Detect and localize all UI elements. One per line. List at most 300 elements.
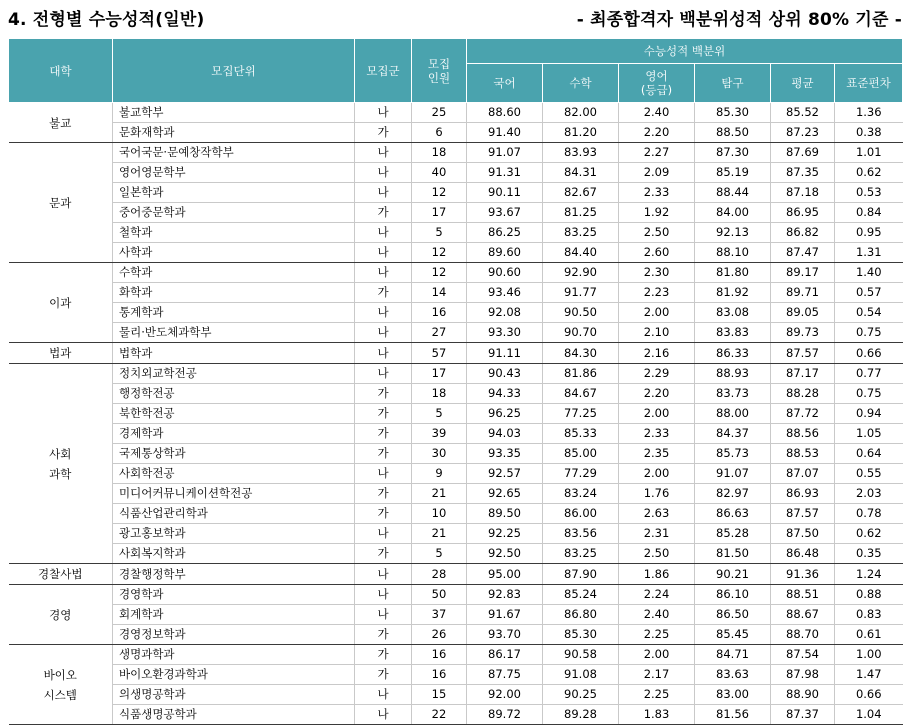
english-cell: 2.40 xyxy=(619,103,695,123)
univ-label: 문과 xyxy=(49,195,72,210)
table-row xyxy=(9,163,903,183)
table-row xyxy=(9,564,903,585)
inquiry-cell: 86.33 xyxy=(695,343,771,364)
korean-cell: 92.08 xyxy=(467,303,543,323)
math-cell: 87.90 xyxy=(543,564,619,585)
average-cell: 87.50 xyxy=(771,524,835,544)
group-cell: 나 xyxy=(355,243,412,263)
stddev-cell: 1.05 xyxy=(835,424,903,444)
english-cell: 2.09 xyxy=(619,163,695,183)
korean-cell: 89.72 xyxy=(467,705,543,725)
quota-cell: 5 xyxy=(412,404,467,424)
unit-cell: 바이오환경과학과 xyxy=(113,665,355,685)
english-cell: 2.25 xyxy=(619,625,695,645)
quota-cell: 25 xyxy=(412,103,467,123)
stddev-cell: 0.54 xyxy=(835,303,903,323)
math-cell: 85.00 xyxy=(543,444,619,464)
math-cell: 83.24 xyxy=(543,484,619,504)
univ-cell xyxy=(9,364,113,564)
inquiry-cell: 84.00 xyxy=(695,203,771,223)
stddev-cell: 1.01 xyxy=(835,143,903,163)
math-cell: 92.90 xyxy=(543,263,619,283)
group-cell: 나 xyxy=(355,464,412,484)
korean-cell: 92.50 xyxy=(467,544,543,564)
quota-cell: 14 xyxy=(412,283,467,303)
korean-cell: 92.83 xyxy=(467,585,543,605)
korean-cell: 93.30 xyxy=(467,323,543,343)
table-row xyxy=(9,183,903,203)
inquiry-cell: 88.10 xyxy=(695,243,771,263)
group-cell: 가 xyxy=(355,203,412,223)
quota-cell: 21 xyxy=(412,524,467,544)
average-cell: 87.23 xyxy=(771,123,835,143)
math-cell: 89.28 xyxy=(543,705,619,725)
quota-cell: 5 xyxy=(412,223,467,243)
inquiry-cell: 84.71 xyxy=(695,645,771,665)
unit-cell: 철학과 xyxy=(113,223,355,243)
inquiry-cell: 85.30 xyxy=(695,103,771,123)
table-row xyxy=(9,444,903,464)
table-body xyxy=(9,103,903,725)
stddev-cell: 1.00 xyxy=(835,645,903,665)
math-cell: 83.56 xyxy=(543,524,619,544)
unit-cell: 사회복지학과 xyxy=(113,544,355,564)
average-cell: 88.70 xyxy=(771,625,835,645)
univ-label: 법과 xyxy=(49,346,72,360)
math-cell: 91.77 xyxy=(543,283,619,303)
average-cell: 86.82 xyxy=(771,223,835,243)
english-cell: 1.76 xyxy=(619,484,695,504)
table-row xyxy=(9,404,903,424)
inquiry-cell: 83.73 xyxy=(695,384,771,404)
group-cell: 가 xyxy=(355,645,412,665)
average-cell: 87.69 xyxy=(771,143,835,163)
table-row xyxy=(9,323,903,343)
quota-cell: 39 xyxy=(412,424,467,444)
inquiry-cell: 85.19 xyxy=(695,163,771,183)
korean-cell: 91.31 xyxy=(467,163,543,183)
title-bar xyxy=(0,0,912,34)
group-cell: 가 xyxy=(355,404,412,424)
stddev-cell: 1.04 xyxy=(835,705,903,725)
unit-cell: 불교학부 xyxy=(113,103,355,123)
average-cell: 87.72 xyxy=(771,404,835,424)
stddev-cell: 0.55 xyxy=(835,464,903,484)
english-cell: 2.50 xyxy=(619,223,695,243)
math-cell: 86.00 xyxy=(543,504,619,524)
col-korean: 국어 xyxy=(467,64,543,103)
average-cell: 87.18 xyxy=(771,183,835,203)
col-average: 평균 xyxy=(771,64,835,103)
inquiry-cell: 81.56 xyxy=(695,705,771,725)
math-cell: 83.25 xyxy=(543,544,619,564)
univ-label: 과학 xyxy=(49,466,72,481)
unit-cell: 경제학과 xyxy=(113,424,355,444)
univ-label: 시스템 xyxy=(43,687,77,702)
quota-cell: 9 xyxy=(412,464,467,484)
table-row xyxy=(9,283,903,303)
english-cell: 2.63 xyxy=(619,504,695,524)
table-row xyxy=(9,705,903,725)
unit-cell: 경영학과 xyxy=(113,585,355,605)
stddev-cell: 0.57 xyxy=(835,283,903,303)
unit-cell: 생명과학과 xyxy=(113,645,355,665)
unit-cell: 북한학전공 xyxy=(113,404,355,424)
korean-cell: 94.33 xyxy=(467,384,543,404)
table-row xyxy=(9,625,903,645)
english-cell: 2.40 xyxy=(619,605,695,625)
inquiry-cell: 83.83 xyxy=(695,323,771,343)
unit-cell: 경찰행정학부 xyxy=(113,564,355,585)
univ-cell xyxy=(9,564,113,585)
table-header xyxy=(9,39,903,103)
inquiry-cell: 88.50 xyxy=(695,123,771,143)
table-row xyxy=(9,243,903,263)
math-cell: 86.80 xyxy=(543,605,619,625)
average-cell: 86.48 xyxy=(771,544,835,564)
table-row xyxy=(9,484,903,504)
english-cell: 2.24 xyxy=(619,585,695,605)
average-cell: 87.57 xyxy=(771,343,835,364)
korean-cell: 95.00 xyxy=(467,564,543,585)
stddev-cell: 0.77 xyxy=(835,364,903,384)
univ-label: 이과 xyxy=(49,295,72,310)
col-quota-line1: 모집 xyxy=(427,56,451,71)
korean-cell: 86.17 xyxy=(467,645,543,665)
average-cell: 87.57 xyxy=(771,504,835,524)
english-cell: 2.00 xyxy=(619,464,695,484)
quota-cell: 50 xyxy=(412,585,467,605)
average-cell: 88.67 xyxy=(771,605,835,625)
col-group: 모집군 xyxy=(355,39,412,103)
average-cell: 87.07 xyxy=(771,464,835,484)
group-cell: 나 xyxy=(355,223,412,243)
english-cell: 1.86 xyxy=(619,564,695,585)
table-row xyxy=(9,223,903,243)
stddev-cell: 0.38 xyxy=(835,123,903,143)
inquiry-cell: 85.28 xyxy=(695,524,771,544)
quota-cell: 12 xyxy=(412,263,467,283)
col-quota-line2: 인원 xyxy=(427,70,451,85)
unit-cell: 식품산업관리학과 xyxy=(113,504,355,524)
col-stddev: 표준편차 xyxy=(835,64,903,103)
math-cell: 82.00 xyxy=(543,103,619,123)
english-cell: 2.00 xyxy=(619,303,695,323)
inquiry-cell: 84.37 xyxy=(695,424,771,444)
col-inquiry: 탐구 xyxy=(695,64,771,103)
korean-cell: 93.46 xyxy=(467,283,543,303)
stddev-cell: 0.62 xyxy=(835,524,903,544)
math-cell: 81.86 xyxy=(543,364,619,384)
group-cell: 가 xyxy=(355,544,412,564)
inquiry-cell: 81.50 xyxy=(695,544,771,564)
average-cell: 91.36 xyxy=(771,564,835,585)
unit-cell: 물리·반도체과학부 xyxy=(113,323,355,343)
unit-cell: 의생명공학과 xyxy=(113,685,355,705)
group-cell: 가 xyxy=(355,484,412,504)
unit-cell: 국제통상학과 xyxy=(113,444,355,464)
inquiry-cell: 81.92 xyxy=(695,283,771,303)
korean-cell: 96.25 xyxy=(467,404,543,424)
table-row xyxy=(9,585,903,605)
math-cell: 77.25 xyxy=(543,404,619,424)
stddev-cell: 0.64 xyxy=(835,444,903,464)
unit-cell: 국어국문·문예창작학부 xyxy=(113,143,355,163)
english-cell: 2.25 xyxy=(619,685,695,705)
stddev-cell: 2.03 xyxy=(835,484,903,504)
inquiry-cell: 85.45 xyxy=(695,625,771,645)
stddev-cell: 0.35 xyxy=(835,544,903,564)
stddev-cell: 0.53 xyxy=(835,183,903,203)
quota-cell: 40 xyxy=(412,163,467,183)
col-unit: 모집단위 xyxy=(113,39,355,103)
english-cell: 1.83 xyxy=(619,705,695,725)
korean-cell: 92.00 xyxy=(467,685,543,705)
korean-cell: 92.25 xyxy=(467,524,543,544)
average-cell: 87.54 xyxy=(771,645,835,665)
math-cell: 84.31 xyxy=(543,163,619,183)
average-cell: 87.17 xyxy=(771,364,835,384)
inquiry-cell: 83.00 xyxy=(695,685,771,705)
univ-label: 불교 xyxy=(49,115,72,130)
univ-cell xyxy=(9,103,113,143)
stddev-cell: 1.47 xyxy=(835,665,903,685)
english-cell: 1.92 xyxy=(619,203,695,223)
stddev-cell: 0.75 xyxy=(835,384,903,404)
average-cell: 89.05 xyxy=(771,303,835,323)
group-cell: 나 xyxy=(355,183,412,203)
table-row xyxy=(9,605,903,625)
col-univ: 대학 xyxy=(9,39,113,103)
table-row xyxy=(9,464,903,484)
english-cell: 2.50 xyxy=(619,544,695,564)
inquiry-cell: 81.80 xyxy=(695,263,771,283)
average-cell: 87.35 xyxy=(771,163,835,183)
group-cell: 가 xyxy=(355,424,412,444)
univ-label: 경찰사법 xyxy=(38,567,83,581)
group-cell: 나 xyxy=(355,705,412,725)
stddev-cell: 0.62 xyxy=(835,163,903,183)
table-row xyxy=(9,303,903,323)
table-row xyxy=(9,203,903,223)
group-cell: 나 xyxy=(355,364,412,384)
table-row xyxy=(9,544,903,564)
english-cell: 2.23 xyxy=(619,283,695,303)
group-cell: 가 xyxy=(355,504,412,524)
quota-cell: 6 xyxy=(412,123,467,143)
col-english-line1: 영어 xyxy=(645,69,668,83)
quota-cell: 18 xyxy=(412,143,467,163)
average-cell: 88.56 xyxy=(771,424,835,444)
average-cell: 89.17 xyxy=(771,263,835,283)
stddev-cell: 0.88 xyxy=(835,585,903,605)
table-row xyxy=(9,504,903,524)
unit-cell: 행정학전공 xyxy=(113,384,355,404)
quota-cell: 37 xyxy=(412,605,467,625)
inquiry-cell: 83.08 xyxy=(695,303,771,323)
math-cell: 90.58 xyxy=(543,645,619,665)
math-cell: 85.33 xyxy=(543,424,619,444)
section-title: 4. 전형별 수능성적(일반) xyxy=(8,10,205,30)
math-cell: 81.20 xyxy=(543,123,619,143)
unit-cell: 식품생명공학과 xyxy=(113,705,355,725)
english-cell: 2.33 xyxy=(619,424,695,444)
inquiry-cell: 92.13 xyxy=(695,223,771,243)
group-cell: 나 xyxy=(355,564,412,585)
unit-cell: 미디어커뮤니케이션학전공 xyxy=(113,484,355,504)
group-cell: 나 xyxy=(355,303,412,323)
english-cell: 2.29 xyxy=(619,364,695,384)
group-cell: 가 xyxy=(355,625,412,645)
english-cell: 2.31 xyxy=(619,524,695,544)
quota-cell: 57 xyxy=(412,343,467,364)
inquiry-cell: 90.21 xyxy=(695,564,771,585)
quota-cell: 12 xyxy=(412,243,467,263)
stddev-cell: 0.94 xyxy=(835,404,903,424)
korean-cell: 92.65 xyxy=(467,484,543,504)
korean-cell: 92.57 xyxy=(467,464,543,484)
unit-cell: 중어중문학과 xyxy=(113,203,355,223)
group-cell: 가 xyxy=(355,665,412,685)
univ-cell xyxy=(9,143,113,263)
unit-cell: 사학과 xyxy=(113,243,355,263)
unit-cell: 광고홍보학과 xyxy=(113,524,355,544)
col-quota xyxy=(412,39,467,103)
group-cell: 나 xyxy=(355,343,412,364)
univ-cell xyxy=(9,263,113,343)
quota-cell: 21 xyxy=(412,484,467,504)
average-cell: 88.53 xyxy=(771,444,835,464)
unit-cell: 회계학과 xyxy=(113,605,355,625)
average-cell: 89.73 xyxy=(771,323,835,343)
unit-cell: 일본학과 xyxy=(113,183,355,203)
unit-cell: 수학과 xyxy=(113,263,355,283)
average-cell: 88.28 xyxy=(771,384,835,404)
english-cell: 2.20 xyxy=(619,384,695,404)
average-cell: 88.90 xyxy=(771,685,835,705)
stddev-cell: 0.66 xyxy=(835,685,903,705)
korean-cell: 93.70 xyxy=(467,625,543,645)
quota-cell: 16 xyxy=(412,303,467,323)
english-cell: 2.35 xyxy=(619,444,695,464)
univ-label: 경영 xyxy=(49,607,72,622)
inquiry-cell: 86.10 xyxy=(695,585,771,605)
math-cell: 83.25 xyxy=(543,223,619,243)
quota-cell: 30 xyxy=(412,444,467,464)
quota-cell: 28 xyxy=(412,564,467,585)
inquiry-cell: 82.97 xyxy=(695,484,771,504)
math-cell: 85.30 xyxy=(543,625,619,645)
group-cell: 나 xyxy=(355,263,412,283)
univ-label: 사회 xyxy=(49,446,72,461)
stddev-cell: 1.36 xyxy=(835,103,903,123)
english-cell: 2.00 xyxy=(619,404,695,424)
korean-cell: 89.50 xyxy=(467,504,543,524)
col-english-line2: (등급) xyxy=(640,83,673,97)
korean-cell: 94.03 xyxy=(467,424,543,444)
math-cell: 81.25 xyxy=(543,203,619,223)
stddev-cell: 0.66 xyxy=(835,343,903,364)
korean-cell: 90.60 xyxy=(467,263,543,283)
english-cell: 2.33 xyxy=(619,183,695,203)
average-cell: 86.95 xyxy=(771,203,835,223)
quota-cell: 16 xyxy=(412,645,467,665)
korean-cell: 88.60 xyxy=(467,103,543,123)
math-cell: 91.08 xyxy=(543,665,619,685)
math-cell: 90.70 xyxy=(543,323,619,343)
english-cell: 2.00 xyxy=(619,645,695,665)
inquiry-cell: 91.07 xyxy=(695,464,771,484)
stddev-cell: 0.61 xyxy=(835,625,903,645)
quota-cell: 18 xyxy=(412,384,467,404)
univ-cell xyxy=(9,645,113,725)
average-cell: 87.47 xyxy=(771,243,835,263)
average-cell: 87.98 xyxy=(771,665,835,685)
inquiry-cell: 83.63 xyxy=(695,665,771,685)
table-row xyxy=(9,645,903,665)
korean-cell: 90.43 xyxy=(467,364,543,384)
table-row xyxy=(9,665,903,685)
quota-cell: 15 xyxy=(412,685,467,705)
inquiry-cell: 86.50 xyxy=(695,605,771,625)
quota-cell: 26 xyxy=(412,625,467,645)
group-cell: 나 xyxy=(355,103,412,123)
stddev-cell: 0.83 xyxy=(835,605,903,625)
korean-cell: 86.25 xyxy=(467,223,543,243)
group-cell: 나 xyxy=(355,605,412,625)
average-cell: 86.93 xyxy=(771,484,835,504)
stddev-cell: 0.84 xyxy=(835,203,903,223)
inquiry-cell: 87.30 xyxy=(695,143,771,163)
table-row xyxy=(9,384,903,404)
quota-cell: 22 xyxy=(412,705,467,725)
math-cell: 84.67 xyxy=(543,384,619,404)
group-cell: 나 xyxy=(355,685,412,705)
col-score-header: 수능성적 백분위 xyxy=(467,39,903,64)
english-cell: 2.16 xyxy=(619,343,695,364)
group-cell: 나 xyxy=(355,143,412,163)
quota-cell: 5 xyxy=(412,544,467,564)
math-cell: 77.29 xyxy=(543,464,619,484)
group-cell: 가 xyxy=(355,283,412,303)
stddev-cell: 0.95 xyxy=(835,223,903,243)
average-cell: 89.71 xyxy=(771,283,835,303)
unit-cell: 법학과 xyxy=(113,343,355,364)
table-row xyxy=(9,143,903,163)
korean-cell: 91.67 xyxy=(467,605,543,625)
unit-cell: 경영정보학과 xyxy=(113,625,355,645)
unit-cell: 사회학전공 xyxy=(113,464,355,484)
unit-cell: 정치외교학전공 xyxy=(113,364,355,384)
table-row xyxy=(9,343,903,364)
inquiry-cell: 88.93 xyxy=(695,364,771,384)
stddev-cell: 0.75 xyxy=(835,323,903,343)
inquiry-cell: 88.00 xyxy=(695,404,771,424)
korean-cell: 93.67 xyxy=(467,203,543,223)
math-cell: 84.30 xyxy=(543,343,619,364)
inquiry-cell: 88.44 xyxy=(695,183,771,203)
english-cell: 2.27 xyxy=(619,143,695,163)
group-cell: 나 xyxy=(355,323,412,343)
korean-cell: 91.40 xyxy=(467,123,543,143)
english-cell: 2.20 xyxy=(619,123,695,143)
inquiry-cell: 85.73 xyxy=(695,444,771,464)
quota-cell: 16 xyxy=(412,665,467,685)
table-row xyxy=(9,424,903,444)
math-cell: 82.67 xyxy=(543,183,619,203)
inquiry-cell: 86.63 xyxy=(695,504,771,524)
korean-cell: 87.75 xyxy=(467,665,543,685)
